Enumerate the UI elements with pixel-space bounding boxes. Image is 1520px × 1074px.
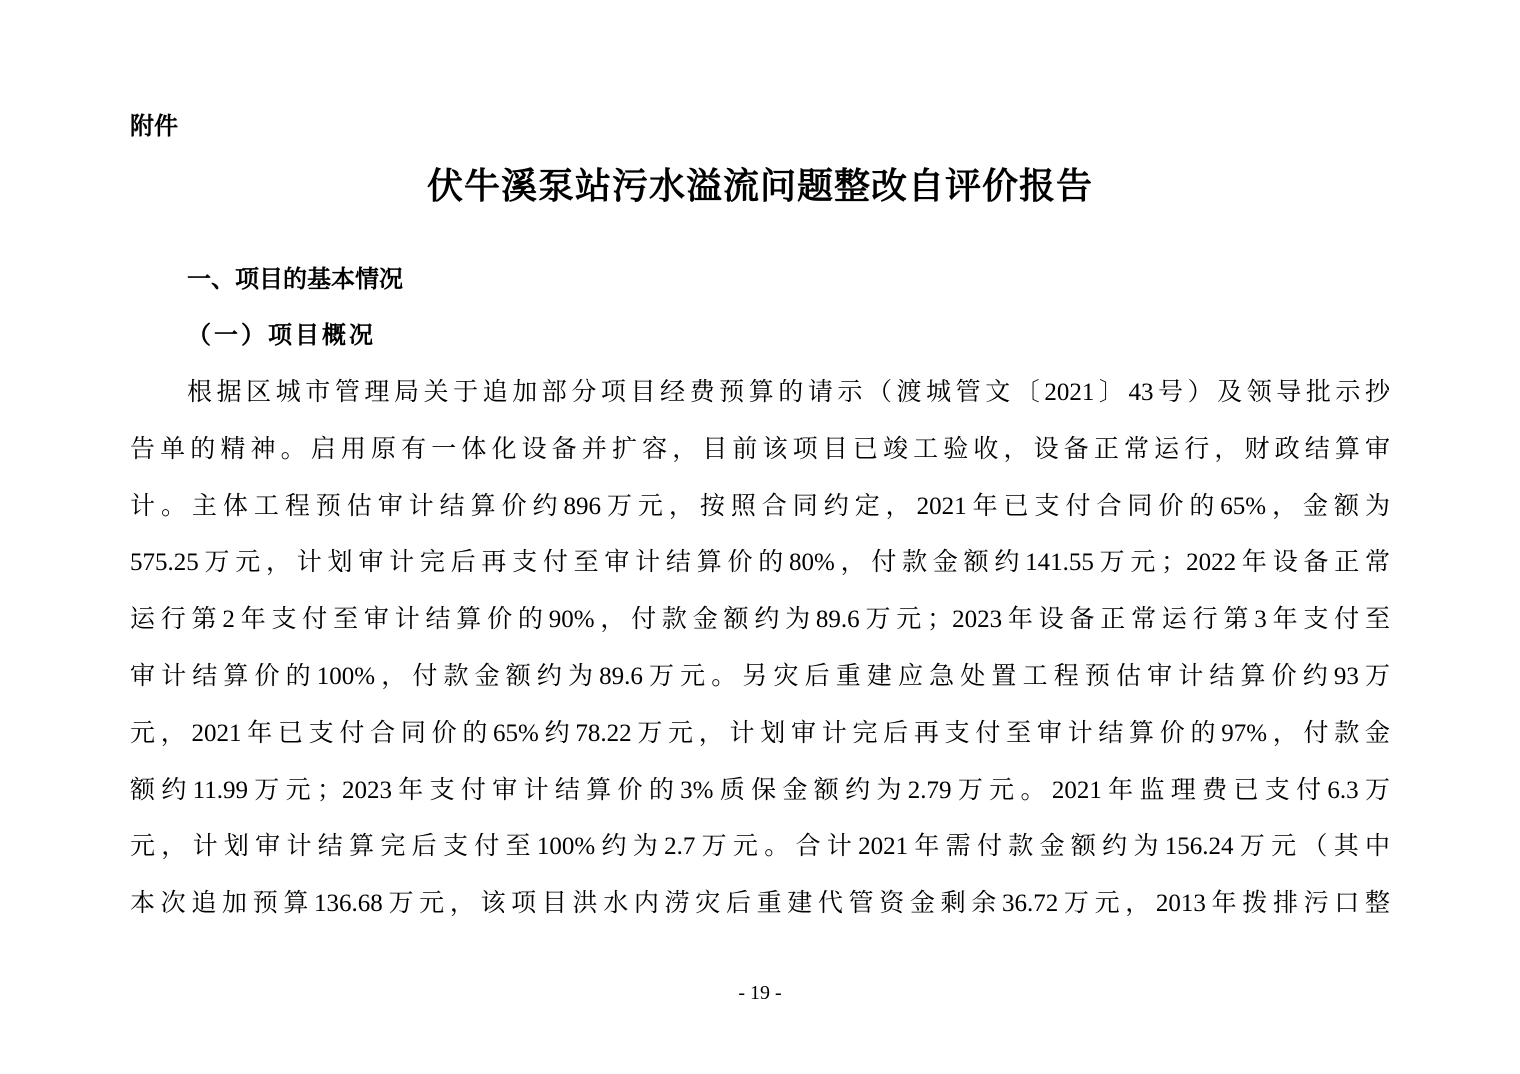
subsection-heading: （一）项目概况 xyxy=(187,321,376,349)
section-heading: 一、项目的基本情况 xyxy=(187,265,403,293)
paragraph-line: 额约11.99万元；2023年支付审计结算价的3%质保金额约为2.79万元。2021年监理费已支付6.3万 xyxy=(130,776,1390,804)
paragraph-line: 告单的精神。启用原有一体化设备并扩容，目前该项目已竣工验收，设备正常运行，财政结算审 xyxy=(130,435,1390,463)
document-title: 伏牛溪泵站污水溢流问题整改自评价报告 xyxy=(426,165,1093,207)
paragraph-line: 根据区城市管理局关于追加部分项目经费预算的请示（渡城管文〔2021〕43号）及领导批示抄 xyxy=(187,379,1390,406)
body-paragraph xyxy=(130,365,1390,933)
paragraph-line: 审计结算价的100%，付款金额约为89.6万元。另灾后重建应急处置工程预估审计结算价约93万 xyxy=(130,662,1390,690)
paragraph-line: 元，计划审计结算完后支付至100%约为2.7万元。合计2021年需付款金额约为156.24万元（其中 xyxy=(130,833,1390,861)
paragraph-line: 575.25万元，计划审计完后再支付至审计结算价的80%，付款金额约141.55万元；2022年设备正常 xyxy=(130,549,1390,577)
paragraph-line: 元，2021年已支付合同价的65%约78.22万元，计划审计完后再支付至审计结算价的97%，付款金 xyxy=(130,719,1390,747)
paragraph-line: 运行第2年支付至审计结算价的90%，付款金额约为89.6万元；2023年设备正常运行第3年支付至 xyxy=(130,606,1390,634)
page-number: - 19 - xyxy=(738,982,782,1004)
paragraph-line: 本次追加预算136.68万元，该项目洪水内涝灾后重建代管资金剩余36.72万元，2013年拨排污口整 xyxy=(130,890,1390,918)
attachment-label: 附件 xyxy=(130,112,178,140)
paragraph-line: 计。主体工程预估审计结算价约896万元，按照合同约定，2021年已支付合同价的65%，金额为 xyxy=(130,492,1390,520)
